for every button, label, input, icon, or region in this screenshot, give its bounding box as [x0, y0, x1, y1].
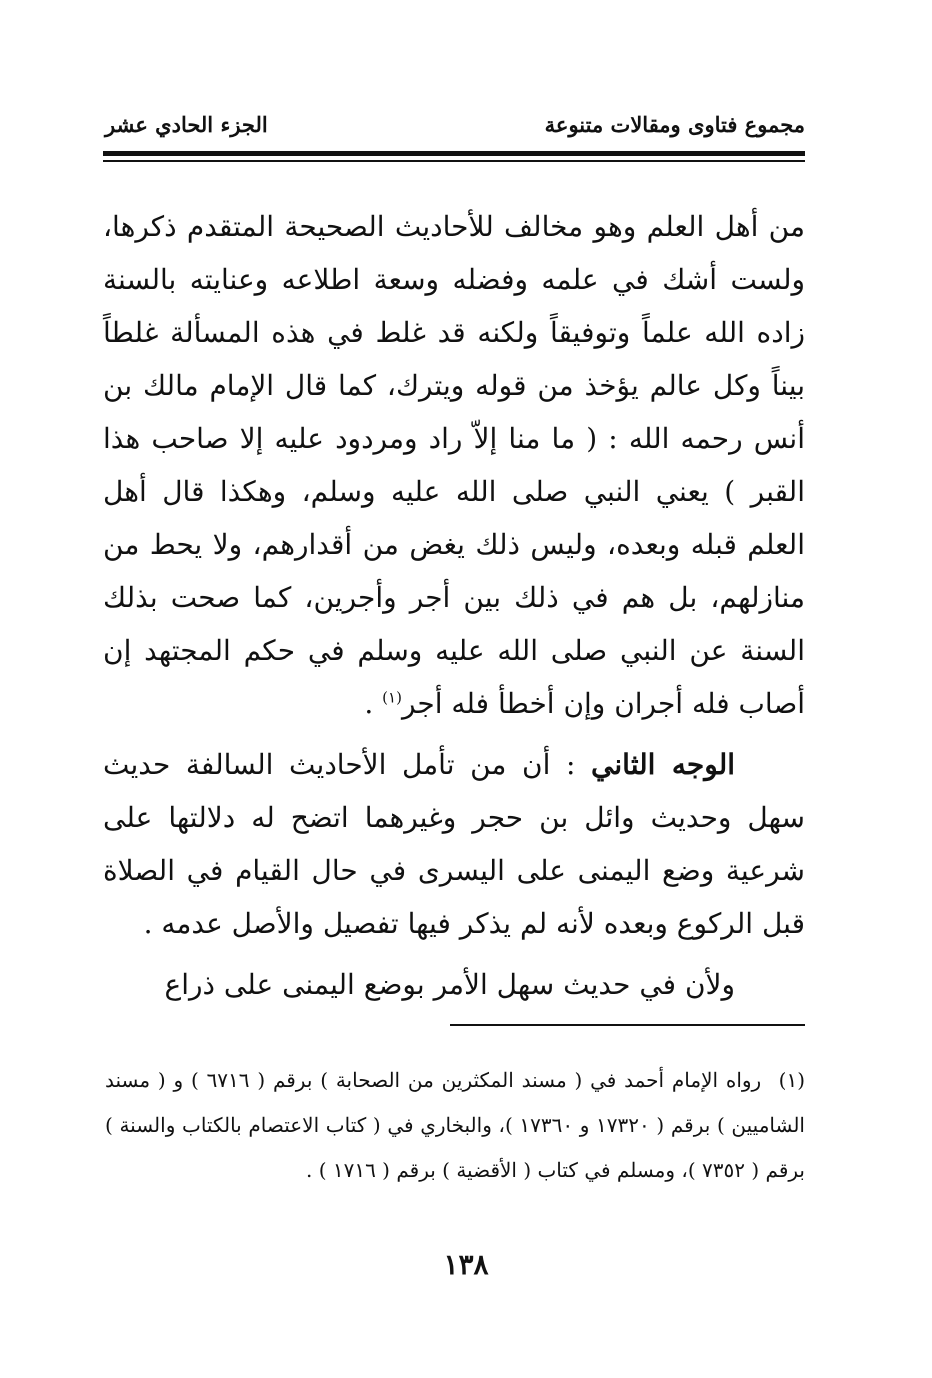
paragraph	[103, 738, 805, 950]
main-text	[103, 200, 805, 1011]
paragraph-text: ولأن في حديث سهل الأمر بوضع اليمنى على ذراع	[164, 968, 735, 1001]
paragraph	[103, 958, 805, 1011]
volume-label: الجزء الحادي عشر	[105, 112, 268, 137]
paragraph-text: من أهل العلم وهو مخالف للأحاديث الصحيحة المتقدم ذكرها، ولست أشك في علمه وفضله وسعة اطلاعه وعنايته بالسنة زاده الله علماً وتوفيقاً ولكنه قد غلط في هذه المسألة غلطاً بيناً وكل عالم يؤخذ من قوله ويترك، كما قال الإمام مالك بن أنس رحمه الله : ( ما منا إلاّ راد ومردود عليه إلا صاحب هذا القبر ) يعني النبي صلى الله عليه وسلم، وهكذا قال أهل العلم قبله وبعده، وليس ذلك يغض من أقدارهم، ولا يحط من منازلهم، بل هم في ذلك بين أجر وأجرين، كما صحت بذلك السنة عن النبي صلى الله عليه وسلم في حكم المجتهد إن أصاب فله أجران وإن أخطأ فله أجر	[103, 210, 805, 720]
paragraph-end: .	[364, 687, 383, 720]
running-header	[105, 112, 805, 152]
footnote-marker: (١)	[778, 1068, 805, 1092]
header-rule-secondary	[103, 160, 805, 162]
book-title: مجموع فتاوى ومقالات متنوعة	[544, 112, 805, 137]
paragraph-text: : أن من تأمل الأحاديث السالفة حديث سهل وحديث وائل بن حجر وغيرهما اتضح له دلالتها على شرعية وضع اليمنى على اليسرى في حال القيام في الصلاة قبل الركوع وبعده لأنه لم يذكر فيها تفصيل والأصل عدمه .	[103, 748, 805, 940]
footnote-reference: (١)	[382, 688, 402, 707]
footnote-text: رواه الإمام أحمد في ( مسند المكثرين من الصحابة ) برقم ( ٦٧١٦ ) و ( مسند الشاميين ) برقم ( ١٧٣٢٠ و ١٧٣٦٠ )، والبخاري في ( كتاب الاعتصام بالكتاب والسنة ) برقم ( ٧٣٥٢ )، ومسلم في كتاب ( الأقضية ) برقم ( ١٧١٦ ) .	[105, 1068, 805, 1182]
footnotes	[105, 1058, 805, 1193]
paragraph	[103, 200, 805, 730]
header-rule	[103, 151, 805, 156]
footnote	[105, 1058, 805, 1193]
paragraph-lead: الوجه الثاني	[591, 748, 736, 781]
page-number: ١٣٨	[443, 1248, 489, 1281]
footnote-separator	[450, 1024, 805, 1026]
